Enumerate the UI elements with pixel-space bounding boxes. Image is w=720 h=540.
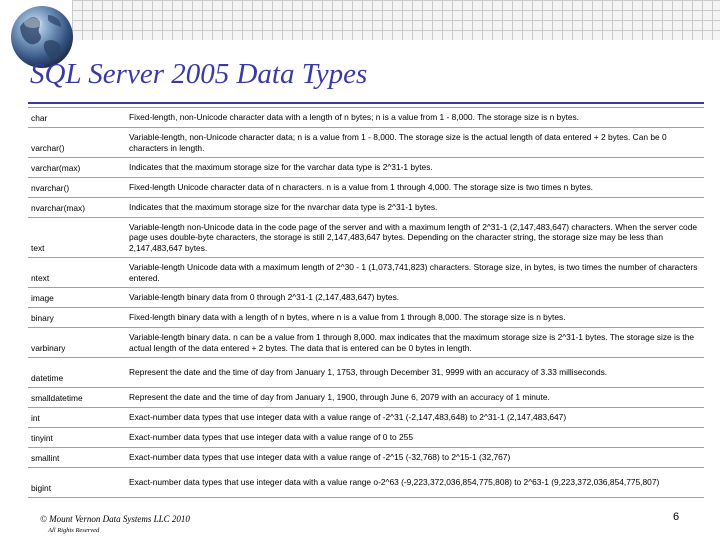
type-name: varchar(): [28, 128, 126, 158]
page-number: 6: [673, 511, 680, 523]
slide-title: SQL Server 2005 Data Types: [30, 58, 368, 90]
type-name: datetime: [28, 358, 126, 388]
title-underline: [28, 102, 704, 104]
table-row: [28, 328, 704, 358]
table-row: [28, 358, 704, 388]
type-name: smallint: [28, 448, 126, 468]
rights-notice: All Rights Reserved: [48, 527, 100, 534]
type-description: Indicates that the maximum storage size for the nvarchar data type is 2^31-1 bytes.: [126, 198, 704, 218]
type-description: Exact-number data types that use integer data with a value range of 0 to 255: [126, 428, 704, 448]
table-row: [28, 308, 704, 328]
table-row: [28, 448, 704, 468]
type-description: Fixed-length binary data with a length of n bytes, where n is a value from 1 through 8,000. The storage size is n bytes.: [126, 308, 704, 328]
table-row: [28, 198, 704, 218]
type-description: Exact-number data types that use integer data with a value range of -2^15 (-32,768) to 2^15-1 (32,767): [126, 448, 704, 468]
type-description: Exact-number data types that use integer data with a value range o-2^63 (-9,223,372,036,854,775,808) to 2^63-1 (9,223,372,036,854,775,807): [126, 468, 704, 498]
copyright-notice: © Mount Vernon Data Systems LLC 2010: [40, 514, 190, 524]
type-description: Fixed-length Unicode character data of n characters. n is a value from 1 through 4,000. The storage size is two times n bytes.: [126, 178, 704, 198]
data-types-table: [28, 107, 704, 498]
table-row: [28, 128, 704, 158]
table-row: [28, 218, 704, 258]
table-row: [28, 388, 704, 408]
type-description: Variable-length non-Unicode data in the code page of the server and with a maximum length of 2^31-1 (2,147,483,647) characters. When the server code page uses double-byte characters, the storage is still 2,147,483,647 bytes. Depending on the character string, the storage size may be less than 2,147,483,647 bytes.: [126, 218, 704, 258]
type-name: text: [28, 218, 126, 258]
type-name: nvarchar(): [28, 178, 126, 198]
type-name: varchar(max): [28, 158, 126, 178]
type-name: tinyint: [28, 428, 126, 448]
type-description: Indicates that the maximum storage size for the varchar data type is 2^31-1 bytes.: [126, 158, 704, 178]
type-name: binary: [28, 308, 126, 328]
table-row: [28, 158, 704, 178]
table-row: [28, 408, 704, 428]
title-grid-background: [72, 0, 720, 40]
type-name: int: [28, 408, 126, 428]
type-description: Exact-number data types that use integer data with a value range of -2^31 (-2,147,483,648) to 2^31-1 (2,147,483,647): [126, 408, 704, 428]
table-row: [28, 108, 704, 128]
type-description: Fixed-length, non-Unicode character data with a length of n bytes; n is a value from 1 - 8,000. The storage size is n bytes.: [126, 108, 704, 128]
type-name: varbinary: [28, 328, 126, 358]
type-name: ntext: [28, 258, 126, 288]
type-name: image: [28, 288, 126, 308]
type-description: Variable-length, non-Unicode character data; n is a value from 1 - 8,000. The storage size is the actual length of data entered + 2 bytes. Can be 0 characters in length.: [126, 128, 704, 158]
type-name: bigint: [28, 468, 126, 498]
table-row: [28, 258, 704, 288]
type-name: nvarchar(max): [28, 198, 126, 218]
type-description: Variable-length Unicode data with a maximum length of 2^30 - 1 (1,073,741,823) characters. Storage size, in bytes, is two times the number of characters entered.: [126, 258, 704, 288]
table-row: [28, 178, 704, 198]
table-row: [28, 468, 704, 498]
table-row: [28, 288, 704, 308]
type-name: char: [28, 108, 126, 128]
type-description: Variable-length binary data from 0 through 2^31-1 (2,147,483,647) bytes.: [126, 288, 704, 308]
type-description: Represent the date and the time of day from January 1, 1753, through December 31, 9999 with an accuracy of 3.33 milliseconds.: [126, 358, 704, 388]
type-description: Represent the date and the time of day from January 1, 1900, through June 6, 2079 with an accuracy of 1 minute.: [126, 388, 704, 408]
type-description: Variable-length binary data. n can be a value from 1 through 8,000. max indicates that the maximum storage size is 2^31-1 bytes. The storage size is the actual length of the data entered + 2 bytes. The data that is entered can be 0 bytes in length.: [126, 328, 704, 358]
table-row: [28, 428, 704, 448]
type-name: smalldatetime: [28, 388, 126, 408]
